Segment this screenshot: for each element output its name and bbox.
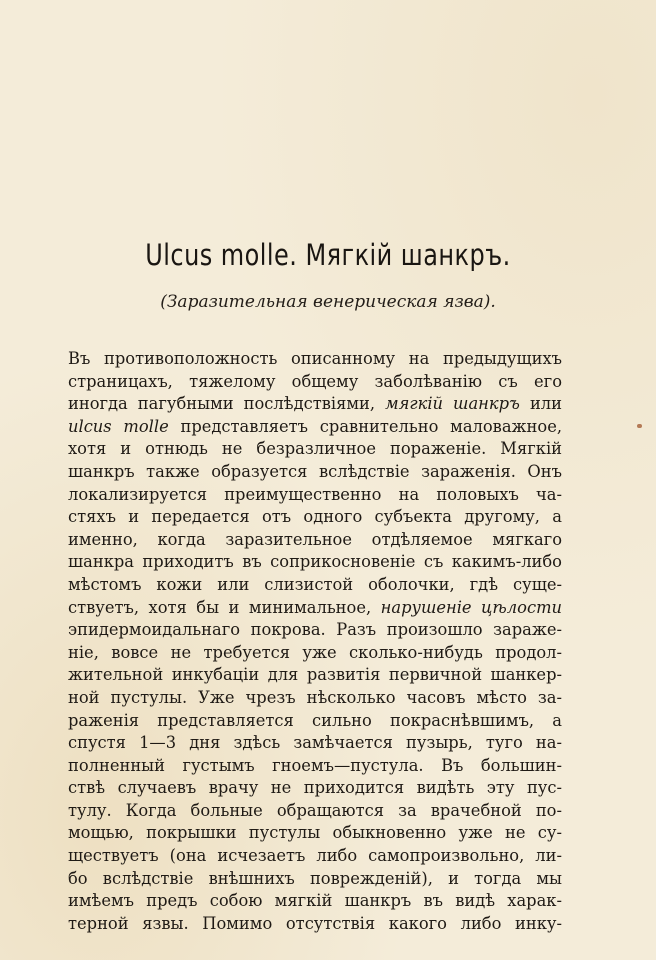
- text-line: [68, 551, 562, 574]
- text-line: [68, 845, 562, 868]
- line-text: представляетъ сравнительно маловажное,: [168, 416, 562, 436]
- line-text: мощью, покрышки пустулы обыкновенно уже не су-: [68, 823, 562, 843]
- line-text: терной язвы. Помимо отсутствія какого либо инку-: [68, 913, 562, 933]
- text-line: [68, 348, 562, 371]
- text-line: [68, 890, 562, 913]
- page-title: Ulcus molle. Мягкій шанкръ.: [145, 238, 511, 272]
- text-line: [68, 393, 562, 416]
- text-line: [68, 574, 562, 597]
- line-text: бо вслѣдствіе внѣшнихъ поврежденій), и тогда мы: [68, 868, 562, 888]
- italic-term: нарушеніе цѣлости: [380, 597, 562, 617]
- line-text: или: [519, 394, 562, 414]
- text-line: [68, 664, 562, 687]
- ink-spot: [637, 424, 642, 428]
- line-text: полненный густымъ гноемъ—пустула. Въ большин-: [68, 755, 562, 775]
- line-text: ствуетъ, хотя бы и минимальное,: [68, 597, 381, 617]
- text-line: [68, 755, 562, 778]
- line-text: страницахъ, тяжелому общему заболѣванію съ его: [68, 371, 562, 391]
- line-text: стяхъ и передается отъ одного субъекта другому, а: [68, 507, 562, 527]
- line-text: ной пустулы. Уже чрезъ нѣсколько часовъ мѣсто за-: [68, 687, 562, 707]
- line-text: мѣстомъ кожи или слизистой оболочки, гдѣ суще-: [68, 574, 562, 594]
- text-line: [68, 484, 562, 507]
- text-line: [68, 710, 562, 733]
- text-line: [68, 506, 562, 529]
- text-line: [68, 619, 562, 642]
- line-text: спустя 1—3 дня здѣсь замѣчается пузырь, туго на-: [68, 733, 562, 753]
- line-text: эпидермоидальнаго покрова. Разъ произошло зараже-: [68, 620, 562, 640]
- line-text: имѣемъ предъ собою мягкій шанкръ въ видѣ харак-: [68, 891, 562, 911]
- line-text: раженія представляется сильно покраснѣвшимъ, а: [68, 710, 562, 730]
- text-line: [68, 800, 562, 823]
- text-line: [68, 732, 562, 755]
- italic-term: ulcus molle: [68, 416, 169, 436]
- line-text: Въ противоположность описанному на предыдущихъ: [68, 349, 562, 368]
- line-text: иногда пагубными послѣдствіями,: [68, 394, 386, 414]
- text-line: [68, 416, 562, 439]
- text-line: [68, 687, 562, 710]
- body-paragraph: [68, 348, 562, 935]
- italic-term: мягкій шанкръ: [385, 394, 520, 414]
- line-text: шанкра приходитъ въ соприкосновеніе съ какимъ-либо: [68, 552, 562, 572]
- line-text: ніе, вовсе не требуется уже сколько-нибудь продол-: [68, 642, 562, 662]
- text-line: [68, 642, 562, 665]
- line-text: жительной инкубаціи для развитія первичной шанкер-: [68, 665, 562, 685]
- text-line: [68, 438, 562, 461]
- text-line: [68, 597, 562, 620]
- text-line: [68, 913, 562, 936]
- text-line: [68, 529, 562, 552]
- text-line: [68, 868, 562, 891]
- line-text: шанкръ также образуется вслѣдствіе зараженія. Онъ: [68, 461, 562, 481]
- text-line: [68, 371, 562, 394]
- line-text: тулу. Когда больные обращаются за врачебной по-: [68, 800, 562, 820]
- text-line: [68, 461, 562, 484]
- line-text: ществуетъ (она исчезаетъ либо самопроизвольно, ли-: [68, 846, 562, 866]
- text-line: [68, 777, 562, 800]
- line-text: хотя и отнюдь не безразличное пораженіе. Мягкій: [68, 439, 562, 459]
- subtitle: (Заразительная венерическая язва).: [160, 292, 496, 312]
- line-text: ствѣ случаевъ врачу не приходится видѣть эту пус-: [68, 778, 562, 798]
- line-text: локализируется преимущественно на половыхъ ча-: [68, 484, 562, 504]
- line-text: именно, когда заразительное отдѣляемое мягкаго: [68, 529, 562, 549]
- text-line: [68, 822, 562, 845]
